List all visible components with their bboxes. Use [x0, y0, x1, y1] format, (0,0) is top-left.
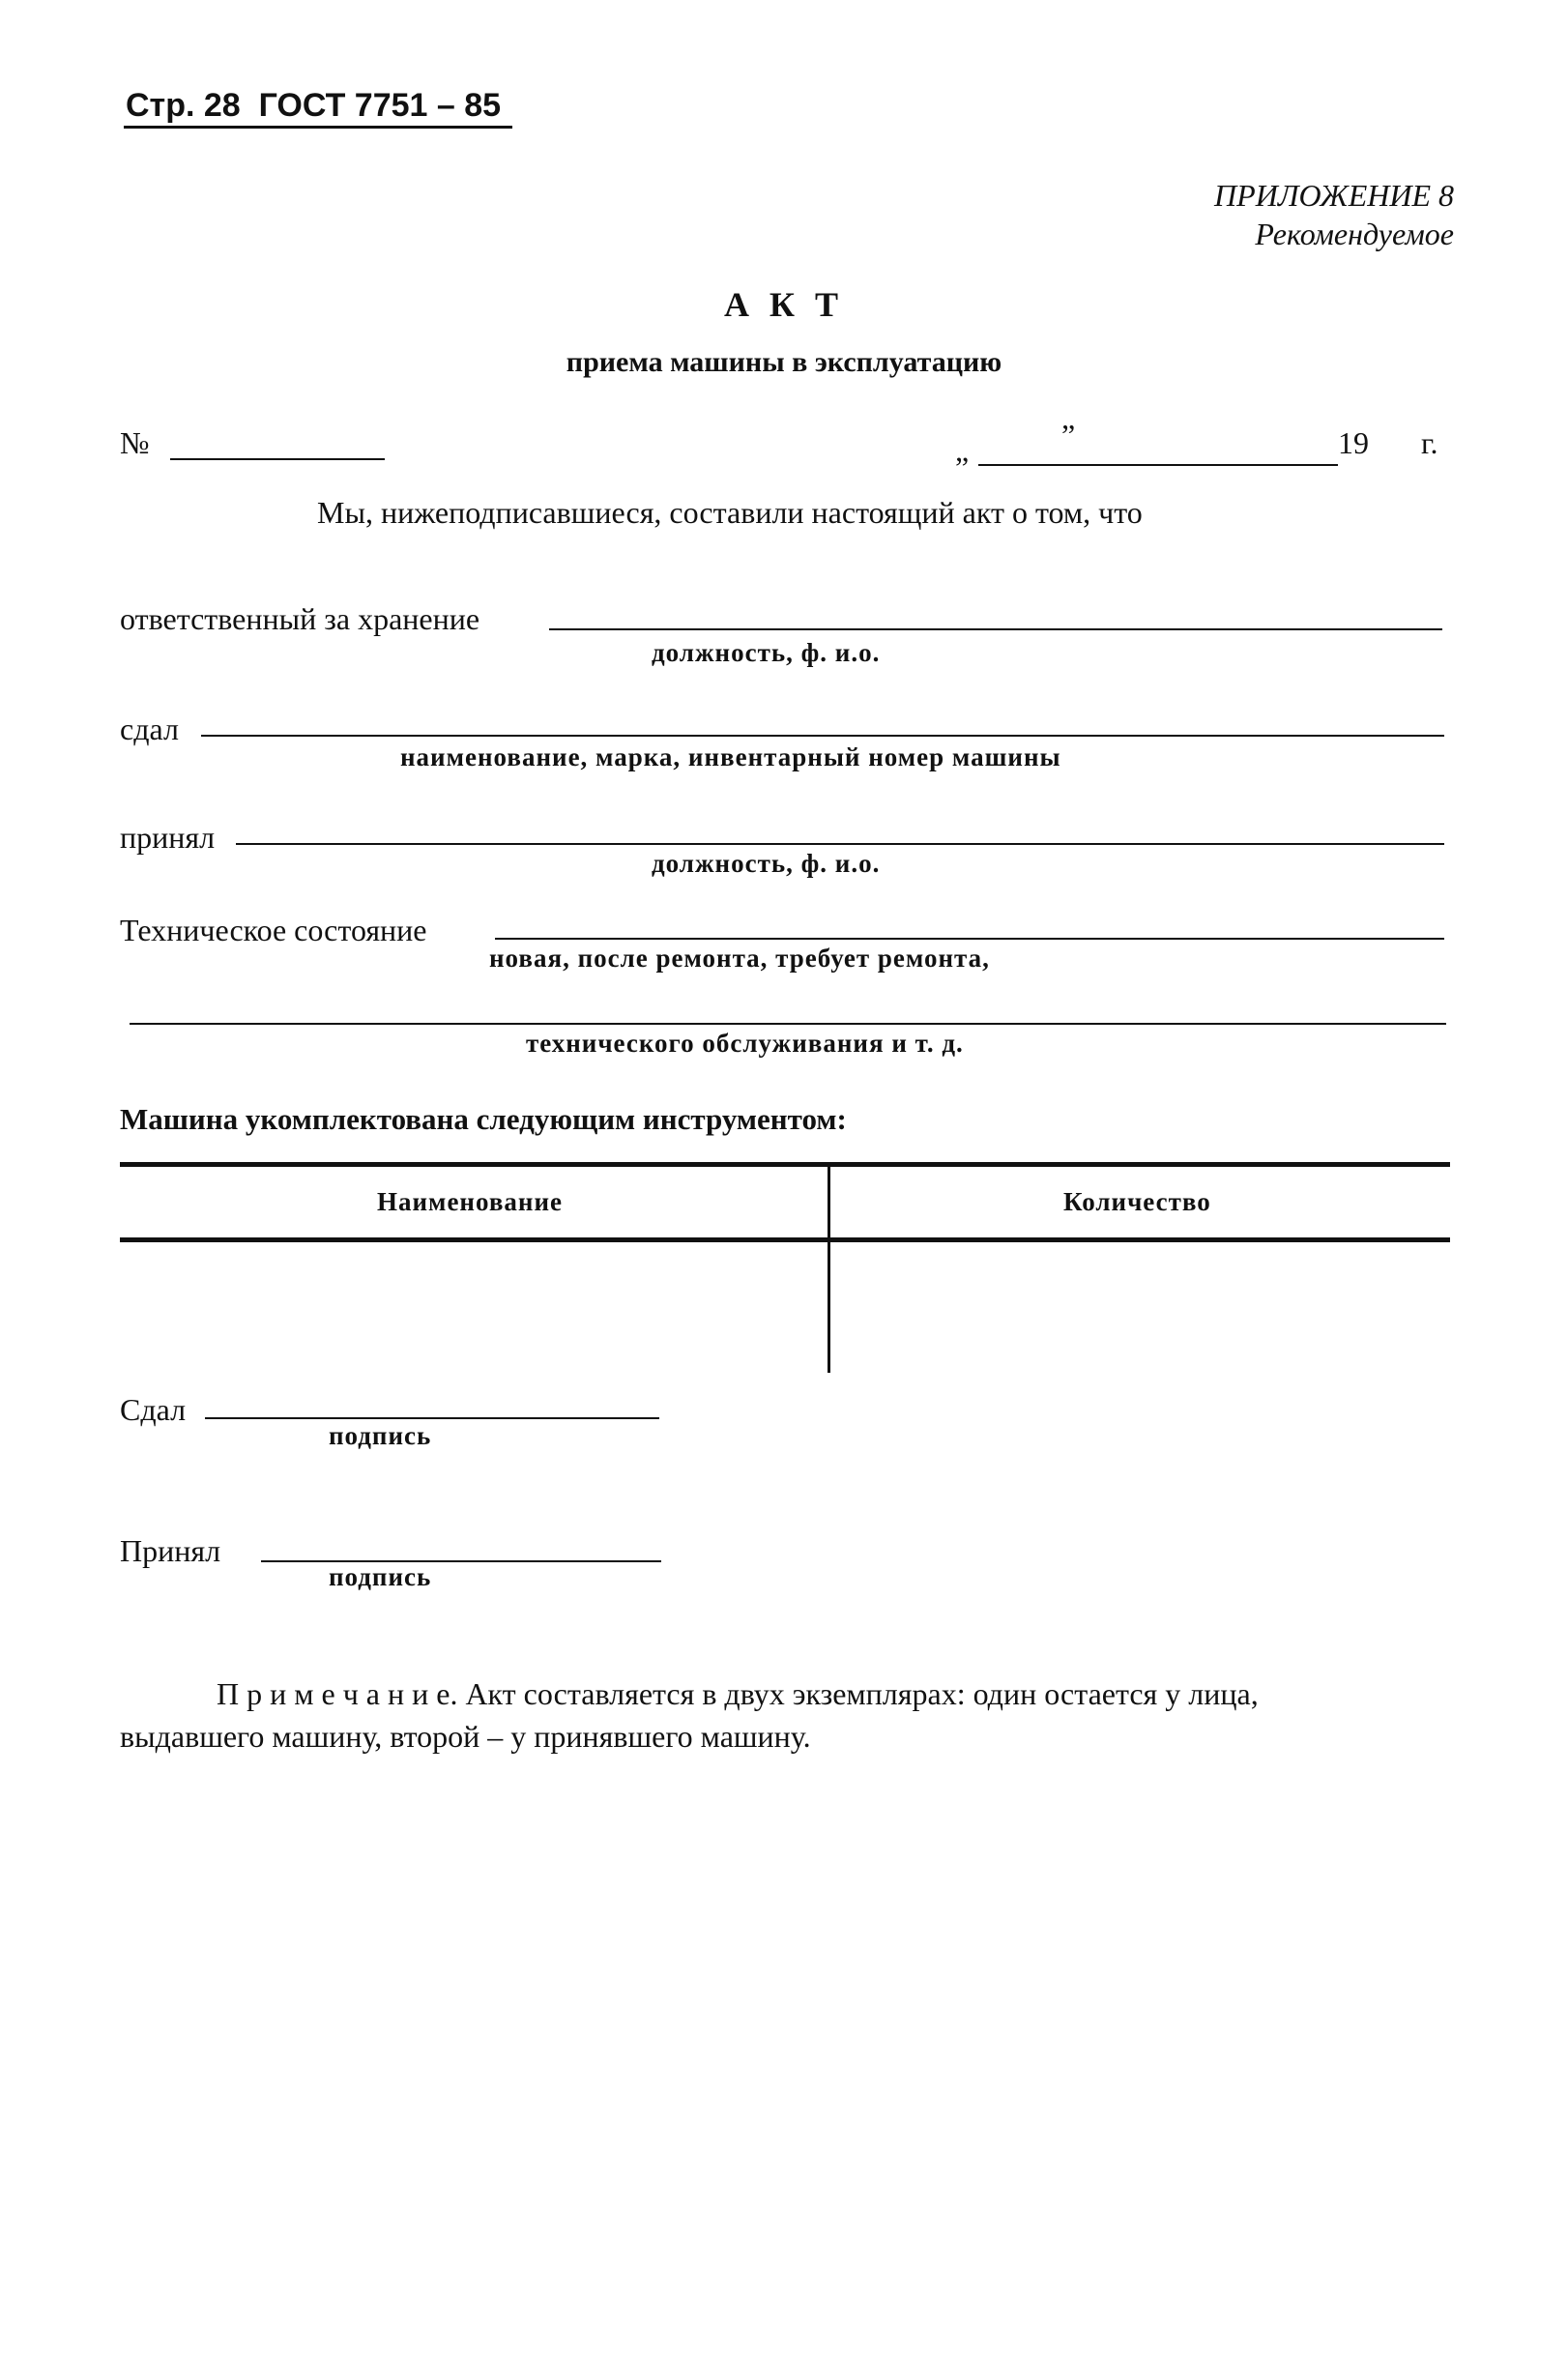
note-prefix: П р и м е ч а н и е.: [217, 1676, 458, 1711]
header-underline: [124, 126, 512, 129]
signature-handed-caption: подпись: [329, 1421, 432, 1450]
page-label: Стр. 28: [126, 87, 241, 124]
machine-caption: наименование, марка, инвентарный номер машины: [400, 742, 1061, 771]
technical-state-caption-1: новая, после ремонта, требует ремонта,: [489, 944, 990, 973]
appendix-title: ПРИЛОЖЕНИЕ 8: [1214, 178, 1454, 213]
signature-accepted-caption: подпись: [329, 1562, 432, 1591]
intro-text: Мы, нижеподписавшиеся, составили настоящий акт о том, что: [317, 495, 1143, 530]
table-top-rule: [120, 1162, 1450, 1167]
page-header: [126, 87, 501, 125]
technical-state-field-2[interactable]: [130, 1023, 1446, 1025]
note-line-1: [217, 1676, 1259, 1712]
standard-code: ГОСТ 7751 – 85: [258, 87, 502, 124]
appendix-status: Рекомендуемое: [1255, 217, 1454, 251]
document-title: А К Т: [723, 285, 845, 324]
responsible-label: ответственный за хранение: [120, 601, 480, 636]
number-label: №: [120, 425, 150, 460]
accepted-label: принял: [120, 820, 216, 855]
responsible-field[interactable]: [549, 628, 1442, 630]
note-line-2: выдавшего машину, второй – у принявшего машину.: [120, 1719, 811, 1754]
column-header-quantity: Количество: [1063, 1187, 1211, 1216]
technical-state-label: Техническое состояние: [120, 913, 427, 947]
signature-handed-label: Сдал: [120, 1392, 187, 1427]
accepted-caption: должность, ф. и.о.: [652, 849, 881, 878]
year-suffix: г.: [1421, 425, 1438, 460]
signature-accepted-label: Принял: [120, 1533, 221, 1568]
handed-over-label: сдал: [120, 712, 179, 746]
signature-accepted-field[interactable]: [261, 1560, 661, 1562]
year-prefix: 19: [1338, 425, 1369, 460]
table-header-rule: [120, 1237, 1450, 1242]
document-subtitle: приема машины в эксплуатацию: [566, 346, 1002, 378]
signature-handed-field[interactable]: [205, 1417, 659, 1419]
date-field[interactable]: [978, 464, 1338, 466]
machine-field[interactable]: [201, 735, 1444, 737]
column-header-name: Наименование: [377, 1187, 563, 1216]
responsible-caption: должность, ф. и.о.: [652, 638, 881, 667]
table-column-divider: [828, 1166, 830, 1373]
quote-open: „: [955, 433, 970, 468]
number-field[interactable]: [170, 458, 385, 460]
accepted-field[interactable]: [236, 843, 1444, 845]
tools-heading: Машина укомплектована следующим инструментом:: [120, 1102, 847, 1136]
technical-state-field[interactable]: [495, 938, 1444, 940]
note-text-1: Акт составляется в двух экземплярах: один остается у лица,: [457, 1676, 1259, 1711]
technical-state-caption-2: технического обслуживания и т. д.: [526, 1029, 964, 1058]
quote-close: ”: [1061, 418, 1076, 452]
